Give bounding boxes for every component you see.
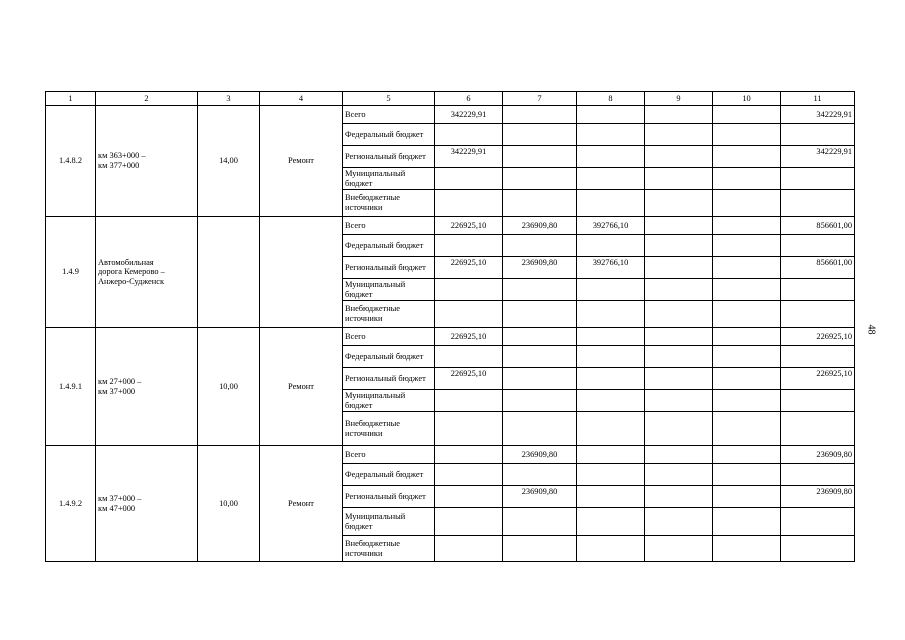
funding-source: Внебюджетные источники [343,190,435,217]
col-header: 9 [645,92,713,106]
amount-cell [503,190,577,217]
table-row [46,217,855,235]
amount-cell [713,106,781,124]
amount-cell [713,257,781,279]
road-length [198,217,260,328]
amount-cell [781,301,855,328]
amount-cell: 226925,10 [435,328,503,346]
funding-source: Муниципальный бюджет [343,168,435,190]
amount-cell [503,464,577,486]
amount-cell [577,146,645,168]
amount-cell: 342229,91 [781,106,855,124]
amount-cell [645,301,713,328]
amount-cell [435,301,503,328]
amount-cell [781,508,855,536]
amount-cell [645,279,713,301]
row-code: 1.4.9.2 [46,446,96,562]
amount-cell [713,368,781,390]
funding-source: Региональный бюджет [343,486,435,508]
col-header: 4 [260,92,343,106]
amount-cell [781,124,855,146]
amount-cell [781,190,855,217]
amount-cell: 392766,10 [577,257,645,279]
amount-cell: 236909,80 [503,257,577,279]
amount-cell [645,486,713,508]
amount-cell [503,346,577,368]
amount-cell [577,412,645,446]
amount-cell [435,279,503,301]
road-name: км 37+000 – км 47+000 [96,446,198,562]
work-type [260,217,343,328]
funding-source: Региональный бюджет [343,257,435,279]
col-header: 3 [198,92,260,106]
page-number: 48 [865,324,877,335]
col-header: 8 [577,92,645,106]
amount-cell [577,508,645,536]
amount-cell [781,412,855,446]
amount-cell [577,464,645,486]
amount-cell [781,346,855,368]
amount-cell [435,390,503,412]
amount-cell [503,390,577,412]
amount-cell: 236909,80 [781,446,855,464]
amount-cell [713,301,781,328]
amount-cell [577,446,645,464]
funding-source: Муниципальный бюджет [343,390,435,412]
amount-cell: 226925,10 [781,328,855,346]
amount-cell [435,508,503,536]
funding-source: Федеральный бюджет [343,124,435,146]
funding-source: Внебюджетные источники [343,301,435,328]
amount-cell [503,536,577,562]
road-length: 10,00 [198,328,260,446]
amount-cell: 236909,80 [503,486,577,508]
amount-cell [713,536,781,562]
road-name: Автомобильная дорога Кемерово – Анжеро-Судженск [96,217,198,328]
amount-cell [645,464,713,486]
amount-cell [577,301,645,328]
amount-cell [713,279,781,301]
col-header: 11 [781,92,855,106]
funding-source: Внебюджетные источники [343,536,435,562]
row-code: 1.4.9 [46,217,96,328]
amount-cell [435,486,503,508]
amount-cell [435,464,503,486]
amount-cell [503,106,577,124]
amount-cell [713,124,781,146]
amount-cell [645,508,713,536]
amount-cell [503,368,577,390]
amount-cell: 226925,10 [781,368,855,390]
amount-cell [713,146,781,168]
amount-cell: 392766,10 [577,217,645,235]
amount-cell [713,464,781,486]
amount-cell: 342229,91 [435,106,503,124]
amount-cell [645,446,713,464]
amount-cell [435,235,503,257]
funding-source: Всего [343,328,435,346]
amount-cell [781,235,855,257]
road-name: км 363+000 – км 377+000 [96,106,198,217]
amount-cell [435,346,503,368]
amount-cell: 856601,00 [781,217,855,235]
amount-cell [503,235,577,257]
amount-cell: 856601,00 [781,257,855,279]
amount-cell [645,412,713,446]
amount-cell [781,536,855,562]
table-row [46,106,855,124]
amount-cell [713,486,781,508]
funding-source: Муниципальный бюджет [343,508,435,536]
amount-cell [577,346,645,368]
amount-cell [645,124,713,146]
amount-cell [713,168,781,190]
road-length: 10,00 [198,446,260,562]
amount-cell: 226925,10 [435,368,503,390]
col-header: 2 [96,92,198,106]
amount-cell [645,190,713,217]
amount-cell [435,446,503,464]
amount-cell [645,390,713,412]
amount-cell [645,536,713,562]
funding-source: Муниципальный бюджет [343,279,435,301]
amount-cell: 226925,10 [435,217,503,235]
amount-cell [577,486,645,508]
amount-cell [713,217,781,235]
funding-source: Региональный бюджет [343,368,435,390]
amount-cell [645,146,713,168]
amount-cell [645,346,713,368]
amount-cell [713,390,781,412]
amount-cell [503,279,577,301]
amount-cell [645,217,713,235]
funding-source: Всего [343,446,435,464]
col-header: 10 [713,92,781,106]
amount-cell: 226925,10 [435,257,503,279]
amount-cell [781,168,855,190]
amount-cell [577,279,645,301]
amount-cell [781,390,855,412]
amount-cell [713,412,781,446]
amount-cell [435,412,503,446]
funding-source: Федеральный бюджет [343,346,435,368]
amount-cell [435,124,503,146]
amount-cell [713,346,781,368]
budget-table [45,91,855,562]
amount-cell [713,508,781,536]
amount-cell [577,190,645,217]
amount-cell [577,390,645,412]
funding-source: Федеральный бюджет [343,235,435,257]
amount-cell: 236909,80 [503,217,577,235]
amount-cell [577,124,645,146]
funding-source: Всего [343,217,435,235]
table-body [46,92,855,562]
amount-cell [577,106,645,124]
header-row [46,92,855,106]
amount-cell [503,124,577,146]
amount-cell [577,368,645,390]
amount-cell [577,168,645,190]
amount-cell [781,464,855,486]
amount-cell [781,279,855,301]
funding-source: Региональный бюджет [343,146,435,168]
amount-cell [645,168,713,190]
amount-cell [503,328,577,346]
amount-cell [713,328,781,346]
amount-cell [713,446,781,464]
amount-cell [435,536,503,562]
amount-cell [435,168,503,190]
amount-cell [577,328,645,346]
work-type: Ремонт [260,446,343,562]
amount-cell [645,106,713,124]
amount-cell [713,235,781,257]
amount-cell [503,301,577,328]
funding-source: Федеральный бюджет [343,464,435,486]
amount-cell: 342229,91 [781,146,855,168]
amount-cell [503,508,577,536]
amount-cell [503,168,577,190]
work-type: Ремонт [260,328,343,446]
amount-cell [645,328,713,346]
amount-cell [577,235,645,257]
amount-cell [503,146,577,168]
amount-cell [577,536,645,562]
amount-cell: 236909,80 [503,446,577,464]
amount-cell [645,257,713,279]
amount-cell: 236909,80 [781,486,855,508]
road-name: км 27+000 – км 37+000 [96,328,198,446]
table-row [46,446,855,464]
table-row [46,328,855,346]
amount-cell: 342229,91 [435,146,503,168]
amount-cell [645,368,713,390]
road-length: 14,00 [198,106,260,217]
amount-cell [435,190,503,217]
funding-source: Внебюджетные источники [343,412,435,446]
col-header: 7 [503,92,577,106]
amount-cell [713,190,781,217]
work-type: Ремонт [260,106,343,217]
col-header: 5 [343,92,435,106]
col-header: 6 [435,92,503,106]
row-code: 1.4.8.2 [46,106,96,217]
amount-cell [645,235,713,257]
amount-cell [503,412,577,446]
col-header: 1 [46,92,96,106]
funding-source: Всего [343,106,435,124]
row-code: 1.4.9.1 [46,328,96,446]
